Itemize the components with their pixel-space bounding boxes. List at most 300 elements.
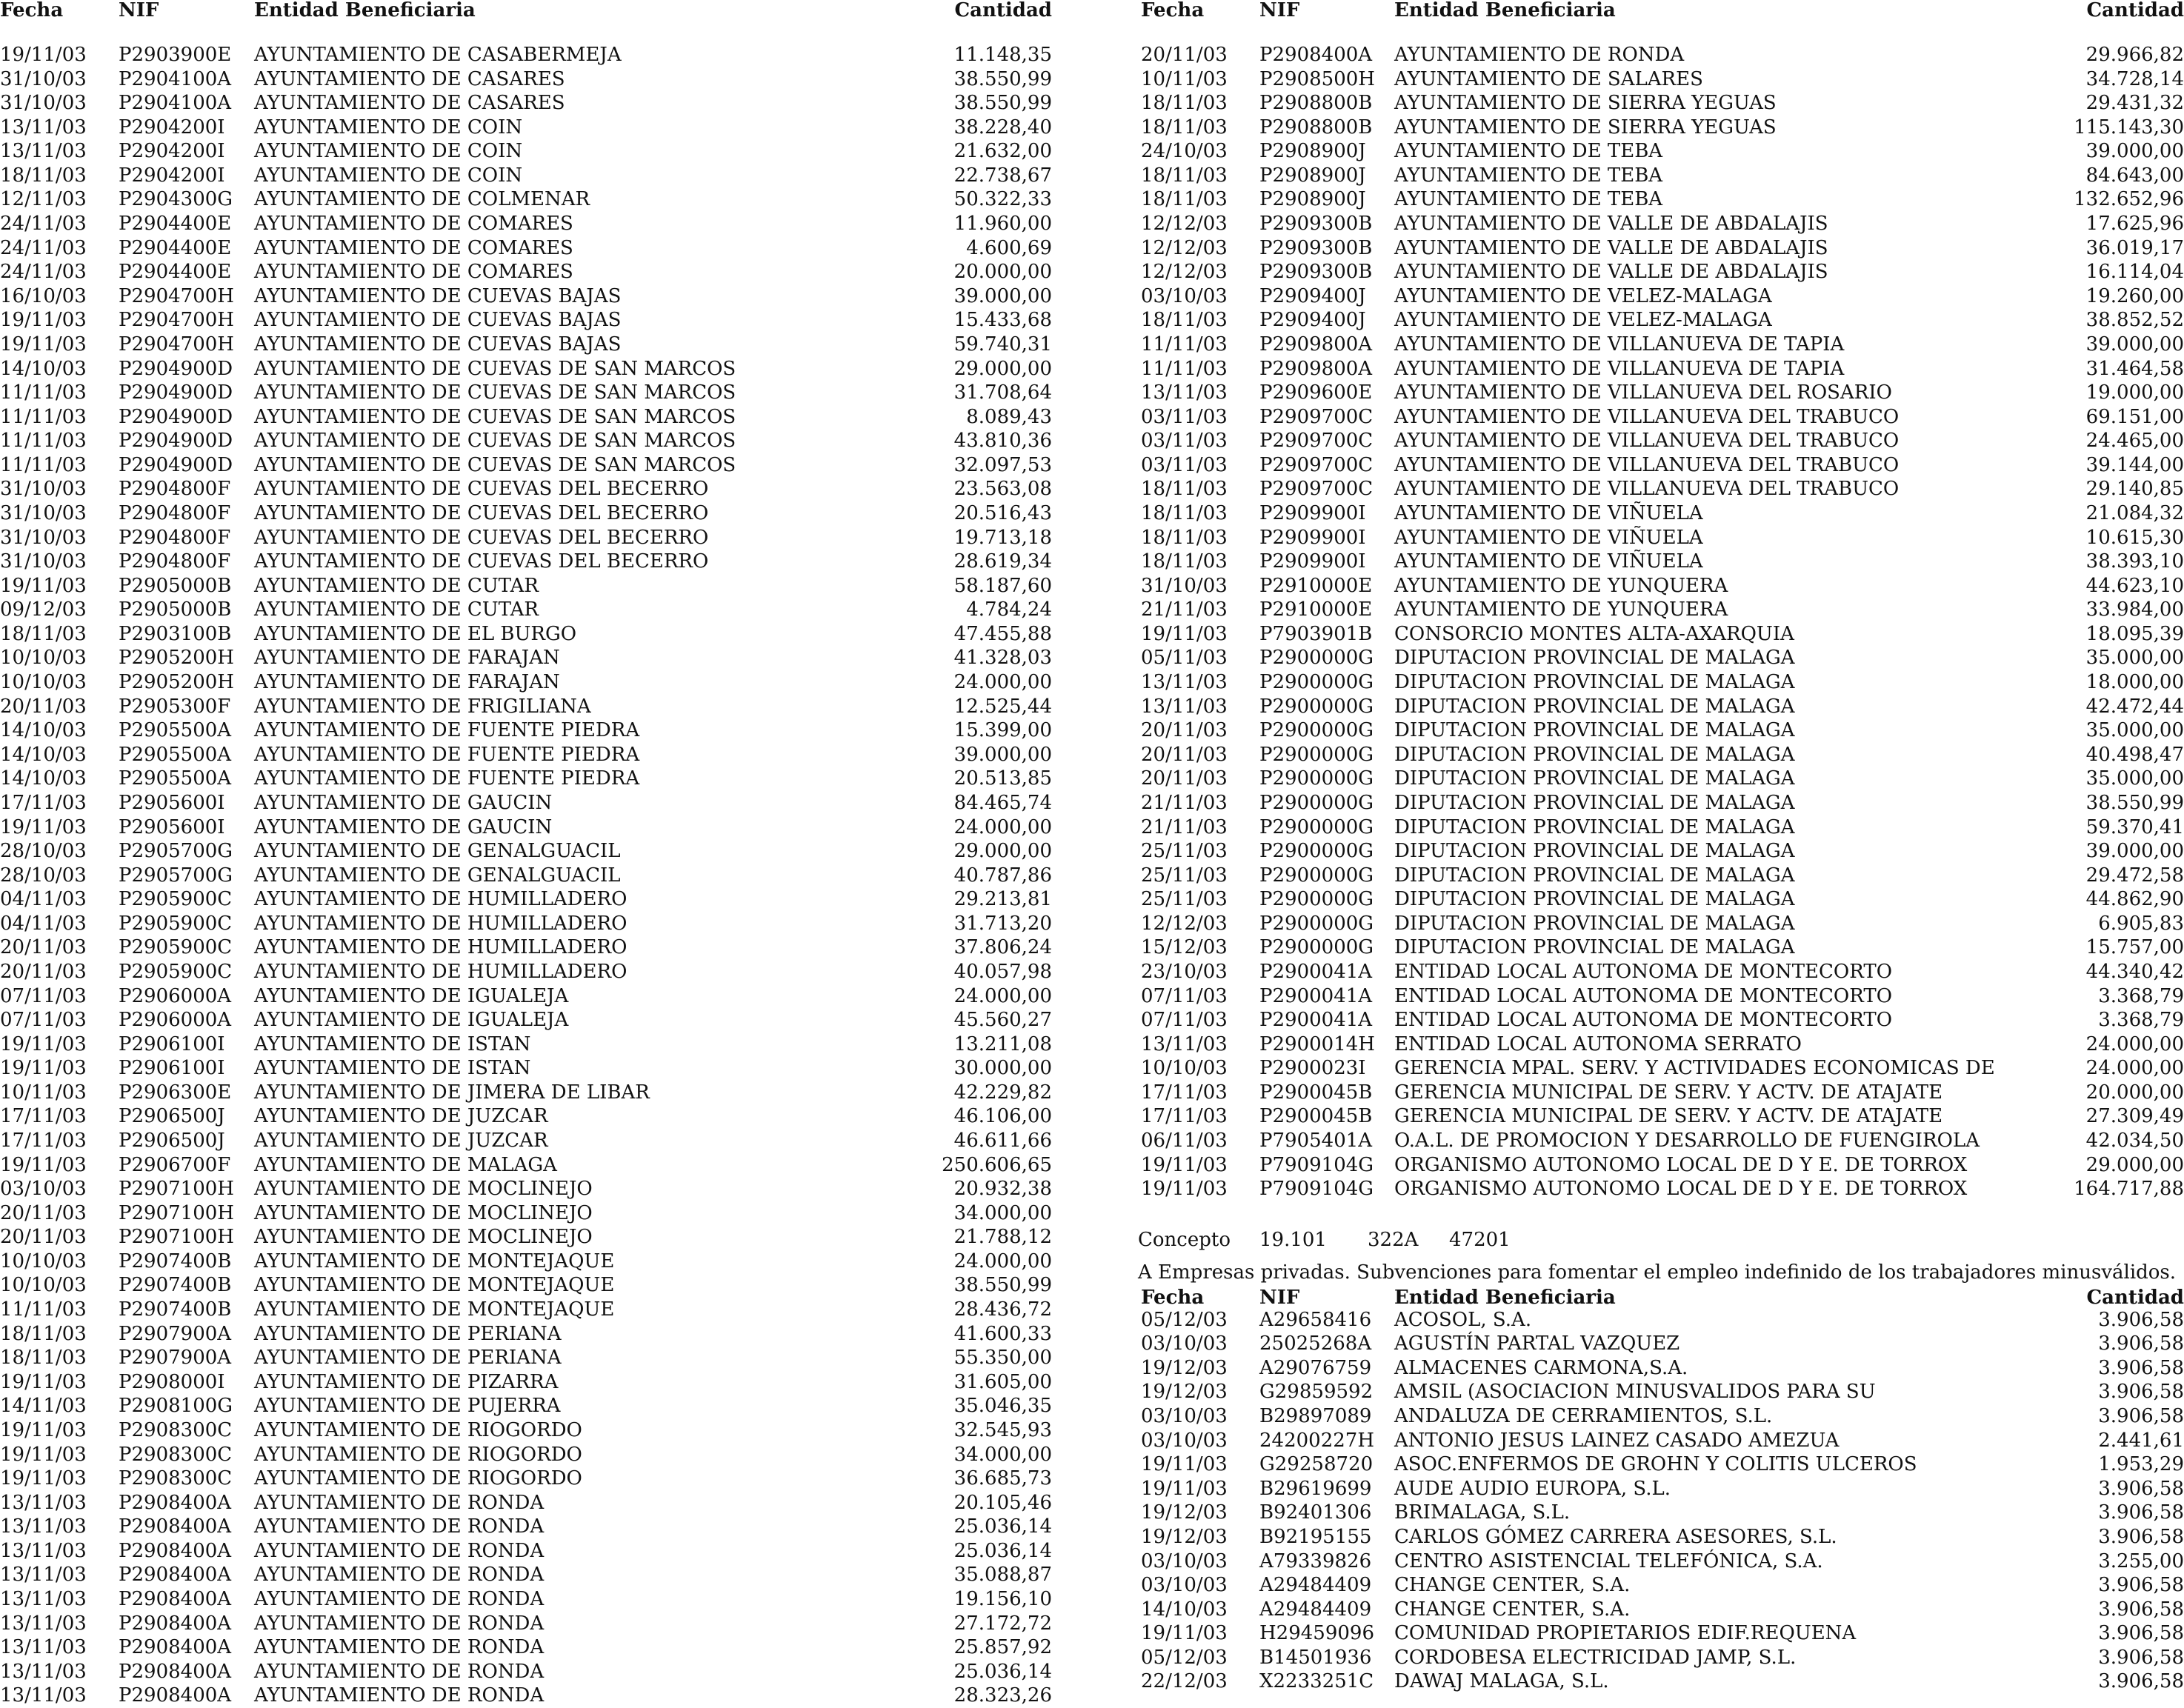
fecha-cell: 13/11/03 <box>0 140 87 163</box>
entidad-cell: AYUNTAMIENTO DE CUEVAS DEL BECERRO <box>254 501 709 524</box>
fecha-cell: 20/11/03 <box>1141 719 1228 742</box>
fecha-cell: 03/11/03 <box>1141 430 1228 453</box>
cantidad-cell: 3.368,79 <box>2098 984 2184 1007</box>
table-row <box>1138 501 2184 526</box>
cantidad-cell: 45.560,27 <box>953 1009 1052 1032</box>
nif-cell: P2906300E <box>119 1081 232 1104</box>
cantidad-cell: 3.906,58 <box>2098 1622 2184 1645</box>
entidad-cell: AYUNTAMIENTO DE MOCLINEJO <box>254 1201 593 1224</box>
table-header <box>0 0 1052 21</box>
table-row <box>1138 670 2184 695</box>
fecha-cell: 31/10/03 <box>0 501 87 524</box>
entidad-cell: AYUNTAMIENTO DE RONDA <box>254 1515 545 1538</box>
nif-cell: P2908800B <box>1259 92 1373 115</box>
nif-cell: P2900000G <box>1259 840 1374 863</box>
nif-cell: P2906500J <box>119 1105 225 1128</box>
fecha-cell: 07/11/03 <box>1141 984 1228 1007</box>
nif-cell: P2909700C <box>1259 405 1374 428</box>
entidad-cell: AYUNTAMIENTO DE SIERRA YEGUAS <box>1394 116 1777 139</box>
cantidad-cell: 12.525,44 <box>953 695 1052 718</box>
entidad-cell: CHANGE CENTER, S.A. <box>1394 1574 1631 1597</box>
entidad-cell: AYUNTAMIENTO DE PERIANA <box>254 1347 562 1370</box>
entidad-cell: DIPUTACION PROVINCIAL DE MALAGA <box>1394 647 1795 670</box>
fecha-cell: 20/11/03 <box>0 960 87 983</box>
cantidad-cell: 3.906,58 <box>2098 1477 2184 1500</box>
header-cantidad: Cantidad <box>2086 0 2184 21</box>
header-fecha: Fecha <box>1141 0 1205 21</box>
fecha-cell: 09/12/03 <box>0 598 87 621</box>
nif-cell: P2904800F <box>119 478 231 501</box>
table-header <box>1138 1287 2184 1308</box>
entidad-cell: AYUNTAMIENTO DE FARAJAN <box>254 647 560 670</box>
fecha-cell: 21/11/03 <box>1141 598 1228 621</box>
cantidad-cell: 35.000,00 <box>2085 719 2184 742</box>
nif-cell: P2905600I <box>119 815 225 838</box>
entidad-cell: AYUNTAMIENTO DE COMARES <box>254 236 573 259</box>
entidad-cell: AYUNTAMIENTO DE VILLANUEVA DE TAPIA <box>1394 333 1845 356</box>
nif-cell: P2904200I <box>119 164 225 187</box>
entidad-cell: AYUNTAMIENTO DE FUENTE PIEDRA <box>254 719 640 742</box>
entidad-cell: ANDALUZA DE CERRAMIENTOS, S.L. <box>1394 1405 1773 1428</box>
cantidad-cell: 35.046,35 <box>953 1395 1052 1418</box>
cantidad-cell: 37.806,24 <box>953 936 1052 959</box>
table-row <box>0 670 1052 695</box>
entidad-cell: AYUNTAMIENTO DE YUNQUERA <box>1394 574 1728 597</box>
nif-cell: P2905900C <box>119 960 233 983</box>
fecha-cell: 18/11/03 <box>1141 526 1228 549</box>
nif-cell: P2900041A <box>1259 960 1373 983</box>
nif-cell: P7909104G <box>1259 1178 1374 1201</box>
table-row <box>1138 405 2184 430</box>
fecha-cell: 18/11/03 <box>0 622 87 645</box>
table-row <box>1138 1477 2184 1501</box>
cantidad-cell: 44.862,90 <box>2085 888 2184 911</box>
nif-cell: A79339826 <box>1259 1549 1372 1572</box>
fecha-cell: 18/11/03 <box>1141 164 1228 187</box>
entidad-cell: AYUNTAMIENTO DE IGUALEJA <box>254 1009 569 1032</box>
fecha-cell: 24/10/03 <box>1141 140 1228 163</box>
nif-cell: P2904900D <box>119 453 233 476</box>
cantidad-cell: 31.464,58 <box>2085 357 2184 380</box>
cantidad-cell: 3.906,58 <box>2098 1646 2184 1669</box>
nif-cell: P2900041A <box>1259 984 1373 1007</box>
nif-cell: P2908100G <box>119 1395 233 1418</box>
entidad-cell: AYUNTAMIENTO DE RONDA <box>254 1636 545 1659</box>
table-row <box>0 574 1052 598</box>
entidad-cell: DAWAJ MALAGA, S.L. <box>1394 1670 1609 1693</box>
nif-cell: P2909400J <box>1259 309 1366 332</box>
cantidad-cell: 34.000,00 <box>953 1443 1052 1466</box>
cantidad-cell: 42.034,50 <box>2085 1130 2184 1152</box>
nif-cell: P2907900A <box>119 1347 232 1370</box>
fecha-cell: 19/11/03 <box>1141 1153 1228 1176</box>
fecha-cell: 10/10/03 <box>1141 1057 1228 1080</box>
fecha-cell: 11/11/03 <box>1141 333 1228 356</box>
fecha-cell: 19/11/03 <box>0 1057 87 1080</box>
entidad-cell: AYUNTAMIENTO DE VELEZ-MALAGA <box>1394 284 1772 307</box>
fecha-cell: 19/11/03 <box>0 574 87 597</box>
table-row <box>0 91 1052 116</box>
nif-cell: P2909300B <box>1259 236 1373 259</box>
entidad-cell: DIPUTACION PROVINCIAL DE MALAGA <box>1394 695 1795 718</box>
fecha-cell: 12/12/03 <box>1141 261 1228 284</box>
fecha-cell: 23/10/03 <box>1141 960 1228 983</box>
nif-cell: P2900000G <box>1259 936 1374 959</box>
table-row <box>1138 1356 2184 1381</box>
nif-cell: P2909900I <box>1259 526 1366 549</box>
entidad-cell: AYUNTAMIENTO DE JIMERA DE LIBAR <box>254 1081 650 1104</box>
table-row <box>0 1346 1052 1370</box>
nif-cell: P2904700H <box>119 309 234 332</box>
entidad-cell: AYUNTAMIENTO DE VALLE DE ABDALAJIS <box>1394 261 1828 284</box>
table-row <box>1138 1646 2184 1670</box>
nif-cell: B92401306 <box>1259 1501 1372 1524</box>
nif-cell: P2904400E <box>119 261 232 284</box>
fecha-cell: 19/11/03 <box>1141 1178 1228 1201</box>
nif-cell: P2904400E <box>119 236 232 259</box>
nif-cell: P2900023I <box>1259 1057 1366 1080</box>
entidad-cell: AYUNTAMIENTO DE VILLANUEVA DEL ROSARIO <box>1394 381 1892 404</box>
fecha-cell: 13/11/03 <box>0 1660 87 1683</box>
table-row <box>0 187 1052 212</box>
cantidad-cell: 29.213,81 <box>953 888 1052 911</box>
nif-cell: P2908300C <box>119 1418 233 1441</box>
nif-cell: P2905700G <box>119 840 233 863</box>
entidad-cell: AYUNTAMIENTO DE SIERRA YEGUAS <box>1394 92 1777 115</box>
fecha-cell: 18/11/03 <box>1141 501 1228 524</box>
cantidad-cell: 35.000,00 <box>2085 767 2184 790</box>
entidad-cell: AYUNTAMIENTO DE RIOGORDO <box>254 1418 582 1441</box>
nif-cell: P2907100H <box>119 1226 234 1249</box>
cantidad-cell: 22.738,67 <box>953 164 1052 187</box>
cantidad-cell: 35.000,00 <box>2085 647 2184 670</box>
fecha-cell: 19/12/03 <box>1141 1381 1228 1404</box>
nif-cell: P2908400A <box>119 1539 232 1562</box>
nif-cell: P2907400B <box>119 1274 232 1297</box>
cantidad-cell: 30.000,00 <box>953 1057 1052 1080</box>
entidad-cell: AYUNTAMIENTO DE FUENTE PIEDRA <box>254 743 640 766</box>
entidad-cell: AYUNTAMIENTO DE GAUCIN <box>254 791 553 814</box>
nif-cell: P2900000G <box>1259 743 1374 766</box>
fecha-cell: 19/11/03 <box>0 1467 87 1490</box>
fecha-cell: 20/11/03 <box>0 1226 87 1249</box>
nif-cell: P2900000G <box>1259 671 1374 694</box>
table-row <box>1138 622 2184 647</box>
table-row <box>1138 1669 2184 1694</box>
nif-cell: P2905200H <box>119 671 234 694</box>
table-row <box>0 791 1052 815</box>
entidad-cell: AYUNTAMIENTO DE TEBA <box>1394 164 1663 187</box>
cantidad-cell: 20.513,85 <box>953 767 1052 790</box>
cantidad-cell: 32.545,93 <box>953 1418 1052 1441</box>
fecha-cell: 17/11/03 <box>0 1105 87 1128</box>
nif-cell: P2900000G <box>1259 864 1374 887</box>
table-row <box>1138 43 2184 67</box>
entidad-cell: AYUNTAMIENTO DE FUENTE PIEDRA <box>254 767 640 790</box>
entidad-cell: AYUNTAMIENTO DE TEBA <box>1394 188 1663 211</box>
fecha-cell: 11/11/03 <box>0 405 87 428</box>
nif-cell: P2910000E <box>1259 598 1373 621</box>
entidad-cell: AYUNTAMIENTO DE FRIGILIANA <box>254 695 591 718</box>
cantidad-cell: 27.172,72 <box>953 1612 1052 1635</box>
cantidad-cell: 40.787,86 <box>953 864 1052 887</box>
cantidad-cell: 19.000,00 <box>2085 381 2184 404</box>
table-row <box>1138 284 2184 309</box>
entidad-cell: ENTIDAD LOCAL AUTONOMA SERRATO <box>1394 1033 1802 1055</box>
cantidad-cell: 3.906,58 <box>2098 1308 2184 1331</box>
entidad-cell: AYUNTAMIENTO DE RONDA <box>254 1539 545 1562</box>
nif-cell: P2904800F <box>119 526 231 549</box>
nif-cell: P2900045B <box>1259 1081 1373 1104</box>
cantidad-cell: 21.788,12 <box>953 1226 1052 1249</box>
entidad-cell: ENTIDAD LOCAL AUTONOMA DE MONTECORTO <box>1394 1009 1893 1032</box>
nif-cell: P2909300B <box>1259 261 1373 284</box>
fecha-cell: 05/11/03 <box>1141 647 1228 670</box>
table-row <box>0 1684 1052 1708</box>
table-row <box>0 116 1052 140</box>
cantidad-cell: 15.433,68 <box>953 309 1052 332</box>
cantidad-cell: 29.000,00 <box>953 357 1052 380</box>
entidad-cell: AYUNTAMIENTO DE COMARES <box>254 261 573 284</box>
header-entidad: Entidad Beneficiaria <box>1394 0 1616 21</box>
right-column <box>1138 0 2184 1694</box>
fecha-cell: 18/11/03 <box>1141 188 1228 211</box>
table-row <box>0 308 1052 333</box>
table-row <box>1138 1332 2184 1356</box>
table-row <box>1138 1501 2184 1525</box>
table-row <box>1138 1404 2184 1429</box>
entidad-cell: AYUNTAMIENTO DE RONDA <box>254 1491 545 1514</box>
cantidad-cell: 8.089,43 <box>966 405 1052 428</box>
nif-cell: P2904800F <box>119 501 231 524</box>
cantidad-cell: 84.465,74 <box>953 791 1052 814</box>
fecha-cell: 13/11/03 <box>1141 1033 1228 1055</box>
cantidad-cell: 40.498,47 <box>2085 743 2184 766</box>
table-row <box>1138 381 2184 405</box>
table-row <box>1138 1129 2184 1153</box>
entidad-cell: AYUNTAMIENTO DE PIZARRA <box>254 1370 559 1393</box>
cantidad-cell: 39.144,00 <box>2085 453 2184 476</box>
table-row <box>0 1635 1052 1660</box>
table-row <box>0 429 1052 453</box>
table-row <box>0 864 1052 888</box>
nif-cell: P2905600I <box>119 791 225 814</box>
nif-cell: P2904900D <box>119 405 233 428</box>
nif-cell: P2906000A <box>119 984 232 1007</box>
cantidad-cell: 3.906,58 <box>2098 1670 2184 1693</box>
fecha-cell: 03/10/03 <box>1141 1405 1228 1428</box>
cantidad-cell: 250.606,65 <box>942 1153 1052 1176</box>
nif-cell: P2903100B <box>119 622 232 645</box>
cantidad-cell: 20.105,46 <box>953 1491 1052 1514</box>
nif-cell: P2900000G <box>1259 815 1374 838</box>
fecha-cell: 19/11/03 <box>0 1153 87 1176</box>
entidad-cell: AYUNTAMIENTO DE VILLANUEVA DEL TRABUCO <box>1394 430 1900 453</box>
nif-cell: P2908900J <box>1259 140 1366 163</box>
cantidad-cell: 1.953,29 <box>2098 1453 2184 1476</box>
table-row <box>1138 718 2184 743</box>
cantidad-cell: 3.906,58 <box>2098 1332 2184 1355</box>
nif-cell: P2908400A <box>119 1491 232 1514</box>
fecha-cell: 13/11/03 <box>0 1564 87 1587</box>
table-row <box>1138 477 2184 501</box>
nif-cell: P2908400A <box>119 1515 232 1538</box>
entidad-cell: AYUNTAMIENTO DE MALAGA <box>254 1153 557 1176</box>
table-row <box>0 212 1052 236</box>
nif-cell: P2900000G <box>1259 647 1374 670</box>
cantidad-cell: 19.260,00 <box>2085 284 2184 307</box>
table-row <box>0 284 1052 309</box>
cantidad-cell: 29.966,82 <box>2085 44 2184 66</box>
entidad-cell: AYUNTAMIENTO DE RIOGORDO <box>254 1467 582 1490</box>
entidad-cell: AYUNTAMIENTO DE CUTAR <box>254 598 539 621</box>
concepto-section <box>1138 1225 2184 1694</box>
nif-cell: P2909600E <box>1259 381 1373 404</box>
table-row <box>1138 960 2184 984</box>
table-row <box>0 598 1052 622</box>
concepto-description: A Empresas privadas. Subvenciones para fomentar el empleo indefinido de los trabajadores minusválidos. <box>1138 1261 2177 1284</box>
header-nif: NIF <box>119 0 159 21</box>
nif-cell: H29459096 <box>1259 1622 1375 1645</box>
table-row <box>0 236 1052 261</box>
cantidad-cell: 17.625,96 <box>2085 213 2184 236</box>
table-row <box>1138 453 2184 478</box>
entidad-cell: AYUNTAMIENTO DE HUMILLADERO <box>254 888 627 911</box>
fecha-cell: 11/11/03 <box>0 430 87 453</box>
cantidad-cell: 21.632,00 <box>953 140 1052 163</box>
entidad-cell: AYUNTAMIENTO DE PERIANA <box>254 1322 562 1345</box>
fecha-cell: 22/12/03 <box>1141 1670 1228 1693</box>
cantidad-cell: 11.148,35 <box>953 44 1052 66</box>
entidad-cell: AYUNTAMIENTO DE RONDA <box>254 1684 545 1707</box>
nif-cell: X2233251C <box>1259 1670 1374 1693</box>
table-row <box>1138 695 2184 719</box>
nif-cell: P2904700H <box>119 333 234 356</box>
entidad-cell: DIPUTACION PROVINCIAL DE MALAGA <box>1394 815 1795 838</box>
nif-cell: P2908900J <box>1259 188 1366 211</box>
cantidad-cell: 38.550,99 <box>953 67 1052 90</box>
fecha-cell: 11/11/03 <box>0 453 87 476</box>
right-table-body <box>1138 43 2184 1201</box>
nif-cell: P2908400A <box>1259 44 1373 66</box>
entidad-cell: CORDOBESA ELECTRICIDAD JAMP, S.L. <box>1394 1646 1797 1669</box>
fecha-cell: 21/11/03 <box>1141 791 1228 814</box>
nif-cell: P2908400A <box>119 1564 232 1587</box>
table-row <box>1138 791 2184 815</box>
entidad-cell: AUDE AUDIO EUROPA, S.L. <box>1394 1477 1671 1500</box>
header-entidad: Entidad Beneficiaria <box>254 0 476 21</box>
cantidad-cell: 18.095,39 <box>2085 622 2184 645</box>
nif-cell: G29859592 <box>1259 1381 1374 1404</box>
table-row <box>0 381 1052 405</box>
nif-cell: P2908400A <box>119 1588 232 1610</box>
nif-cell: P2904900D <box>119 357 233 380</box>
cantidad-cell: 4.600,69 <box>966 236 1052 259</box>
table-row <box>0 984 1052 1009</box>
table-row <box>1138 1308 2184 1332</box>
cantidad-cell: 69.151,00 <box>2085 405 2184 428</box>
fecha-cell: 28/10/03 <box>0 840 87 863</box>
table-row <box>0 139 1052 164</box>
table-row <box>0 1322 1052 1347</box>
entidad-cell: ORGANISMO AUTONOMO LOCAL DE D Y E. DE TORROX <box>1394 1178 1968 1201</box>
table-row <box>1138 1104 2184 1129</box>
cantidad-cell: 29.472,58 <box>2085 864 2184 887</box>
nif-cell: P2909700C <box>1259 430 1374 453</box>
entidad-cell: AYUNTAMIENTO DE RIOGORDO <box>254 1443 582 1466</box>
table-row <box>0 960 1052 984</box>
fecha-cell: 03/10/03 <box>1141 1332 1228 1355</box>
nif-cell: G29258720 <box>1259 1453 1374 1476</box>
nif-cell: P2900014H <box>1259 1033 1375 1055</box>
fecha-cell: 17/11/03 <box>1141 1081 1228 1104</box>
nif-cell: P2910000E <box>1259 574 1373 597</box>
fecha-cell: 10/10/03 <box>0 671 87 694</box>
fecha-cell: 12/12/03 <box>1141 236 1228 259</box>
nif-cell: P2905900C <box>119 936 233 959</box>
nif-cell: P2907400B <box>119 1298 232 1321</box>
nif-cell: P2909800A <box>1259 333 1373 356</box>
entidad-cell: AYUNTAMIENTO DE VILLANUEVA DEL TRABUCO <box>1394 405 1900 428</box>
nif-cell: P2904700H <box>119 284 234 307</box>
nif-cell: P2905200H <box>119 647 234 670</box>
entidad-cell: AYUNTAMIENTO DE GAUCIN <box>254 815 553 838</box>
table-row <box>0 839 1052 864</box>
fecha-cell: 18/11/03 <box>0 1347 87 1370</box>
fecha-cell: 20/11/03 <box>0 936 87 959</box>
fecha-cell: 07/11/03 <box>0 984 87 1007</box>
fecha-cell: 18/11/03 <box>1141 309 1228 332</box>
table-row <box>1138 1598 2184 1622</box>
table-row <box>1138 984 2184 1009</box>
fecha-cell: 19/12/03 <box>1141 1525 1228 1548</box>
entidad-cell: AYUNTAMIENTO DE CUEVAS DEL BECERRO <box>254 550 709 573</box>
table-row <box>1138 116 2184 140</box>
concepto-table-body <box>1138 1308 2184 1694</box>
cantidad-cell: 36.019,17 <box>2085 236 2184 259</box>
cantidad-cell: 42.472,44 <box>2085 695 2184 718</box>
left-column <box>0 0 1052 1708</box>
fecha-cell: 11/11/03 <box>0 381 87 404</box>
table-row <box>0 1467 1052 1491</box>
table-row <box>0 1298 1052 1322</box>
cantidad-cell: 29.000,00 <box>953 840 1052 863</box>
cantidad-cell: 38.550,99 <box>953 1274 1052 1297</box>
fecha-cell: 25/11/03 <box>1141 864 1228 887</box>
table-row <box>1138 139 2184 164</box>
entidad-cell: AYUNTAMIENTO DE CUTAR <box>254 574 539 597</box>
entidad-cell: AYUNTAMIENTO DE FARAJAN <box>254 671 560 694</box>
table-row <box>1138 236 2184 261</box>
table-row <box>0 1008 1052 1033</box>
nif-cell: 24200227H <box>1259 1429 1375 1452</box>
fecha-cell: 18/11/03 <box>1141 478 1228 501</box>
cantidad-cell: 15.399,00 <box>953 719 1052 742</box>
table-row <box>0 1418 1052 1443</box>
table-row <box>1138 357 2184 381</box>
table-row <box>1138 1380 2184 1404</box>
header-nif: NIF <box>1259 0 1300 21</box>
fecha-cell: 28/10/03 <box>0 864 87 887</box>
fecha-cell: 11/11/03 <box>1141 357 1228 380</box>
cantidad-cell: 24.000,00 <box>953 815 1052 838</box>
cantidad-cell: 46.611,66 <box>953 1130 1052 1152</box>
entidad-cell: AYUNTAMIENTO DE MOCLINEJO <box>254 1178 593 1201</box>
fecha-cell: 21/11/03 <box>1141 815 1228 838</box>
cantidad-cell: 58.187,60 <box>953 574 1052 597</box>
nif-cell: P2908400A <box>119 1684 232 1707</box>
nif-cell: A29484409 <box>1259 1574 1372 1597</box>
